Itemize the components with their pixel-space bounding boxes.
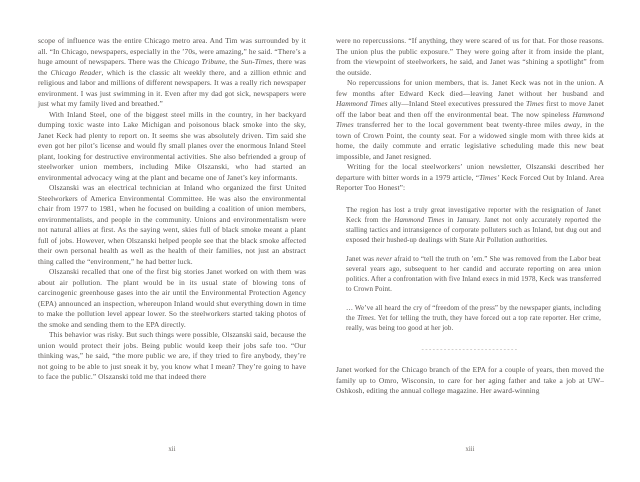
left-page-text (38, 36, 306, 383)
body-paragraph: scope of influence was the entire Chicago metro area. And Tim was surrounded by it all. “In Chicago, newspapers, especially in the ’70s, were amazing,” he said. “There’s a huge amount of newspapers. There was the Chicago Tribune, the Sun-Times, there was the Chicago Reader, which is the classic alt weekly there, and a zillion ethnic and religious and labor and millions of different newspapers. It was a really rich newspaper environment. I was just swimming in it. Even after my dad got sick, newspapers were just what my family lived and breathed.” (38, 36, 306, 108)
left-page-number: xii (168, 446, 176, 453)
quote-paragraph: … We’ve all heard the cry of “freedom of the press” by the newspaper giants, including the Times. Yet for telling the truth, they have forced out a top rate reporter. Her crime, really, was being too good at her job. (346, 303, 602, 332)
quote-paragraph: Janet was never afraid to “tell the truth on ’em.” She was removed from the Labor beat several years ago, subsequent to her candid and accurate reporting on area union politics. After a confrontation with five Inland execs in mid 1978, Keck was transferred to Crown Point. (346, 254, 601, 293)
body-paragraph: Olszanski recalled that one of the first big stories Janet worked on with them was about air pollution. The plant would be in its usual state of blowing tons of carcinogenic greenhouse gases into the air until the Environmental Protection Agency (EPA) announced an inspection, whereupon Inland would shut everything down in time to make the pollution level appear lower. So the steelworkers started taking photos of the smoke and sending them to the EPA directly. (38, 267, 306, 329)
body-paragraph: Writing for the local steelworkers’ union newsletter, Olszanski described her departure with bitter words in a 1979 article, “Times’ Keck Forced Out by Inland. Area Reporter Too Honest”: (336, 162, 604, 192)
body-paragraph: were no repercussions. “If anything, they were scared of us for that. For those reasons. The union plus the public exposure.” They were going after it from inside the plant, from the viewpoint of steelworkers, he said, and Janet was “shining a spotlight” from the outside. (336, 36, 604, 77)
body-paragraph: With Inland Steel, one of the biggest steel mills in the country, in her backyard dumping toxic waste into Lake Michigan and poisonous black smoke into the sky, Janet Keck had plenty to report on. It seems she was absolutely driven. Tim said she even got her pilot’s license and would fly small planes over the enormous Inland Steel plant, looking for destructive environmental activities. She also befriended a group of steelworker union members, including Mike Olszanski, who had started an environmental advocacy wing at the plant and became one of Janet’s key informants. (38, 109, 306, 182)
body-paragraph: No repercussions for union members, that is. Janet Keck was not in the union. A few months after Edward Keck died—leaving Janet without her husband and Hammond Times ally—Inland Steel executives pressured the Times first to move Janet off the labor beat and then off the environmental beat. The now spineless Hammond Times transferred her to the local government beat twenty-three miles away, in the town of Crown Point, the county seat. For a widowed single mom with three kids at home, the daily commute and erratic legislative scheduling made this new beat impossible, and Janet resigned. (336, 78, 604, 161)
quote-paragraph: The region has lost a truly great investigative reporter with the resignation of Janet Keck from the Hammond Times in January. Janet not only accurately reported the stalling tactics and intransigence of corporate polluters such as Inland, but dug out and exposed their hushed-up dealings with State Air Pollution authorities. (346, 205, 601, 244)
section-divider: -------------------------- (421, 344, 519, 353)
body-paragraph: Janet worked for the Chicago branch of the EPA for a couple of years, then moved the family up to Omro, Wisconsin, to care for her aging father and take a job at UW–Oshkosh, editing the annual college magazine. Her award-winning (336, 365, 604, 395)
right-page-number: xiii (465, 446, 475, 453)
body-paragraph: Olszanski was an electrical technician at Inland who organized the first United Steelworkers of America Environmental Committee. He was also the environmental chair from 1977 to 1981, when he focused on building a coalition of union members, environmentalists, and people in the community. Unions and environmentalism were not natural allies at first. As the saying went, skies full of black smoke meant a plant full of jobs. However, when Olszanski helped people see that the black smoke affected their own personal health as well as the health of their families, not just an abstract thing called the “environment,” he had better luck. (38, 183, 306, 266)
right-page-text (336, 36, 604, 397)
body-paragraph: This behavior was risky. But such things were possible, Olszanski said, because the union would protect their jobs. Being public would keep their jobs safe too. “Our thinking was,” he said, “the more public we are, if they tried to fire anybody, they’re not going to be able to just sneak it by, you know what I mean? They’re going to have to face the public.” Olszanski told me that indeed there (38, 330, 306, 381)
